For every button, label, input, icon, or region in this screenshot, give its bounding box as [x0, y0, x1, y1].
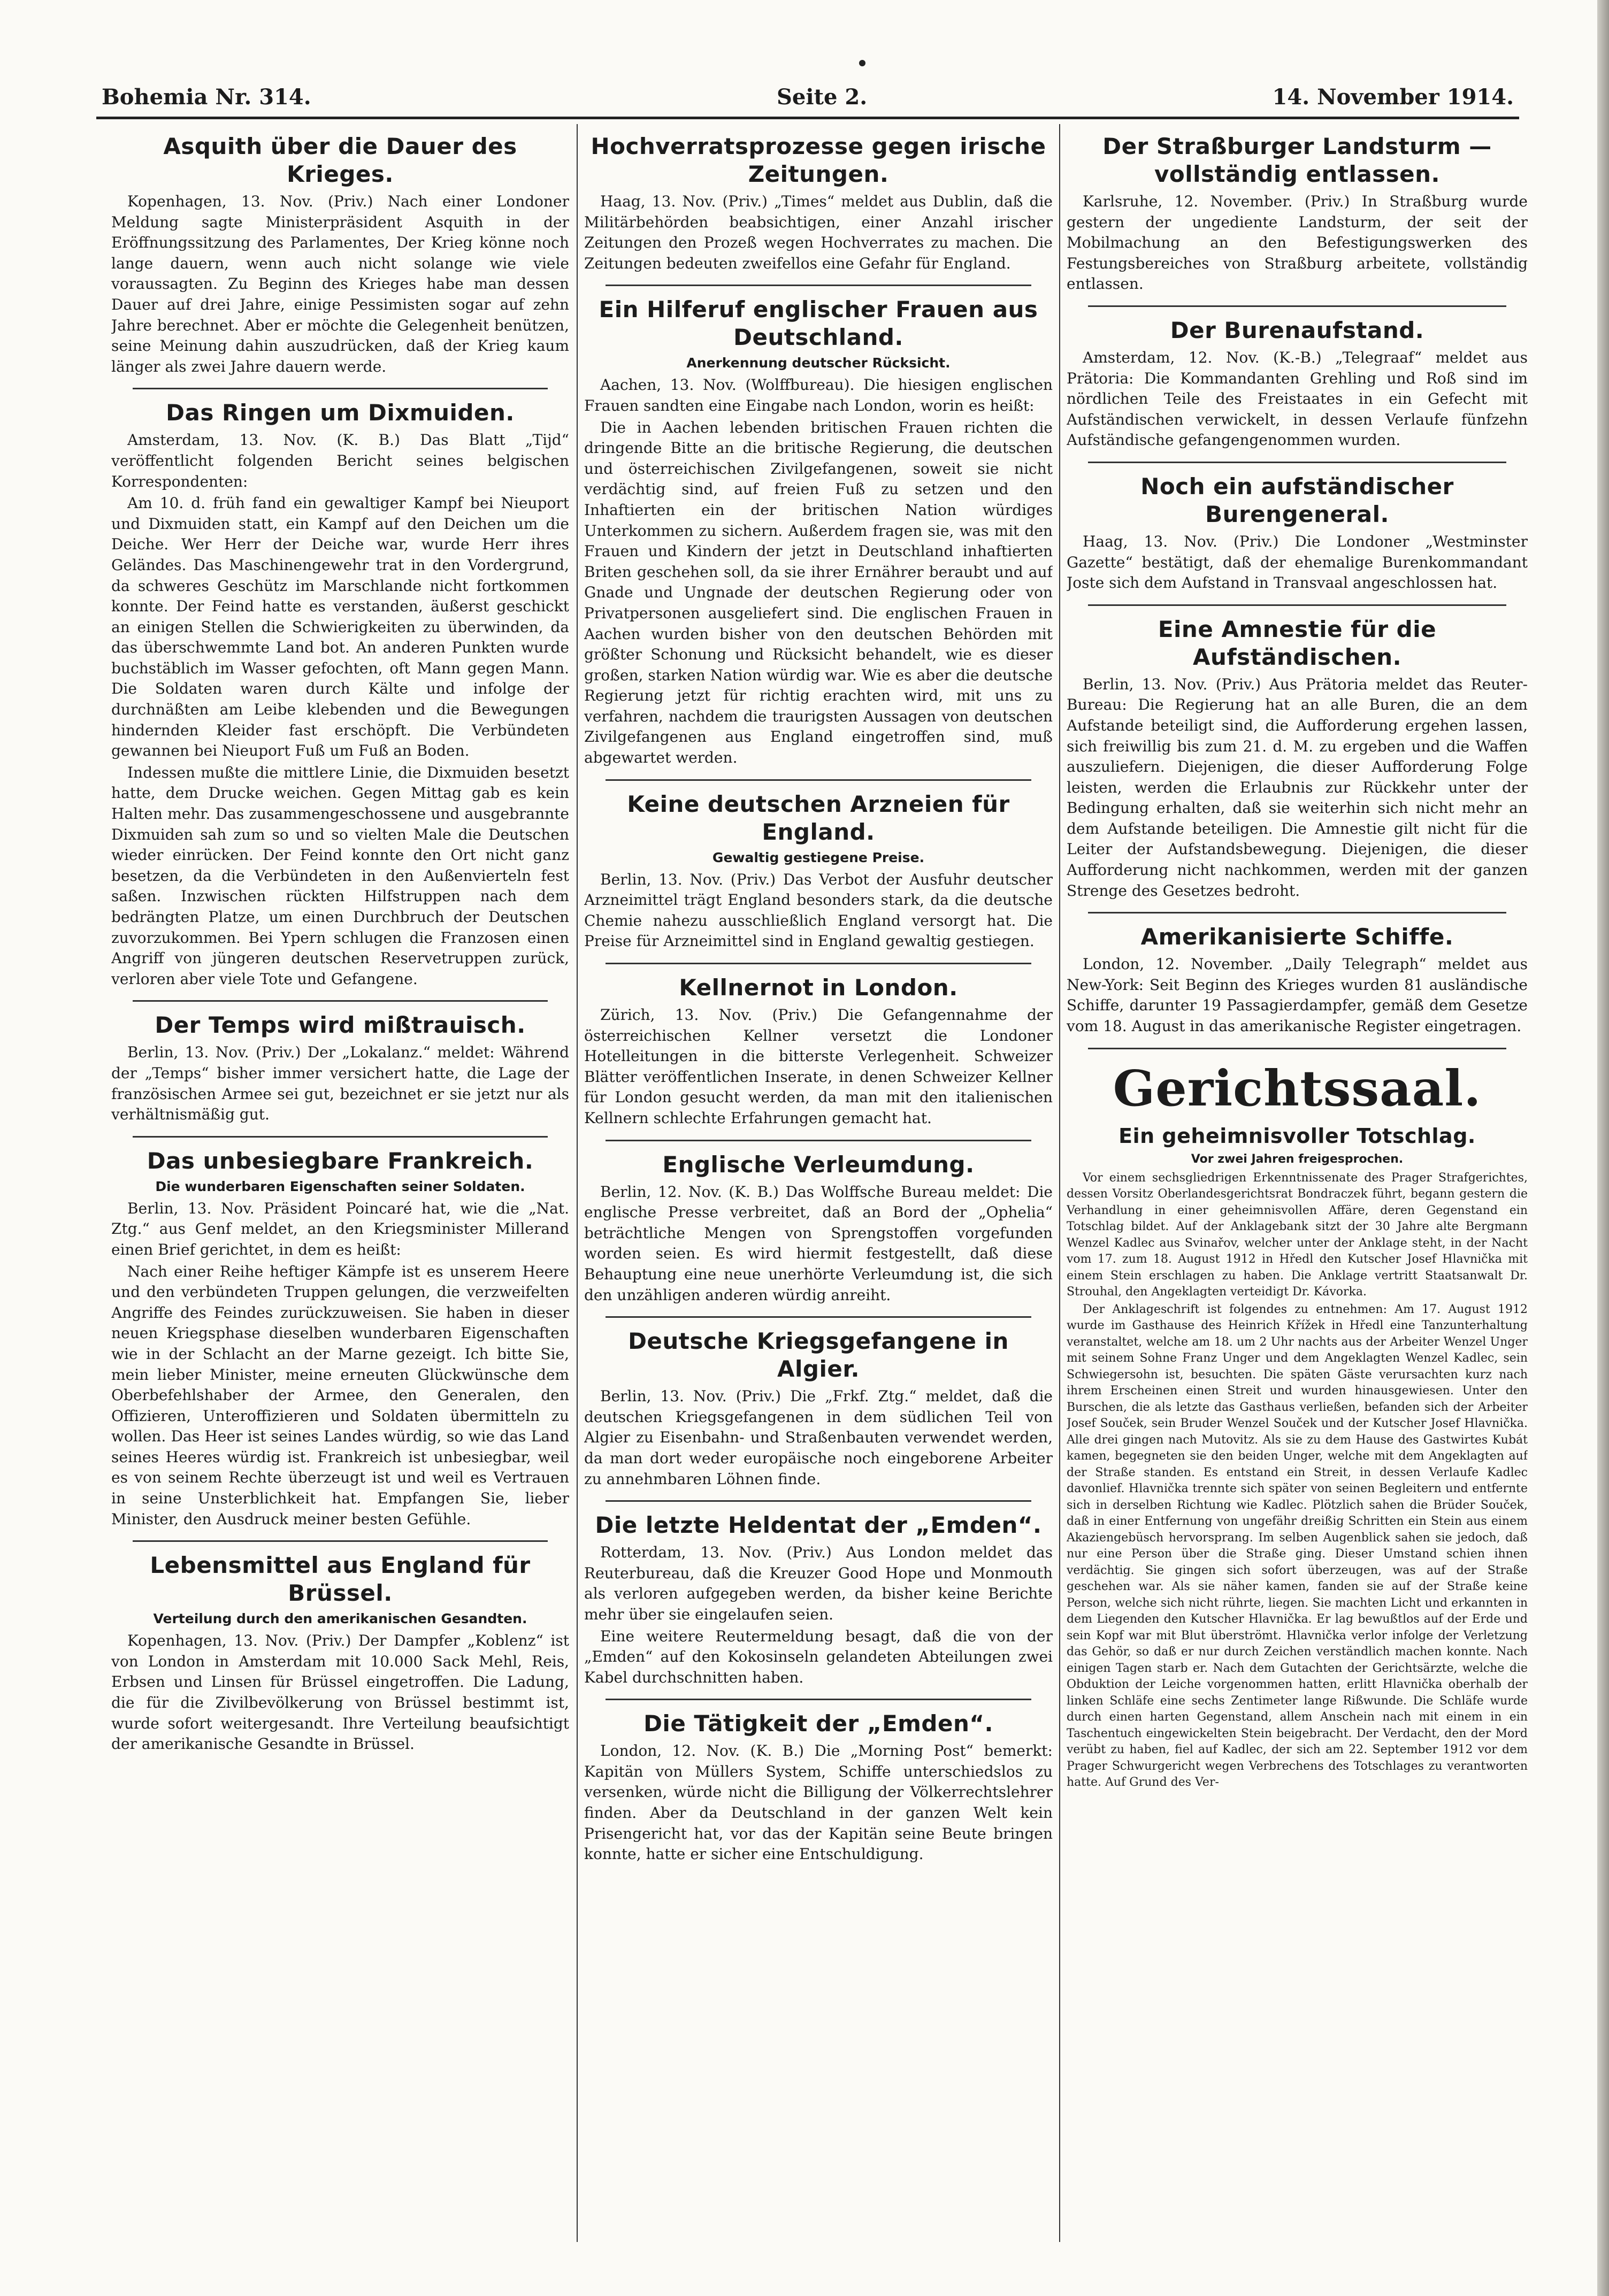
- article-paragraph: Haag, 13. Nov. (Priv.) Die Londoner „Westminster Gazette“ bestätigt, daß der ehemalige Burenkommandant Joste sich dem Aufstand in Transvaal angeschlossen hat.: [1067, 532, 1528, 592]
- article-headline: Der Temps wird mißtrauisch.: [155, 1012, 526, 1039]
- article: [584, 1511, 1053, 1688]
- article-headline: Der Straßburger Landsturm — vollständig entlassen.: [1102, 133, 1492, 187]
- article-headline: Das Ringen um Dixmuiden.: [166, 400, 515, 426]
- article-paragraph: Haag, 13. Nov. (Priv.) „Times“ meldet aus Dublin, daß die Militärbehörden beabsichtigen, einer Anzahl irischer Zeitungen den Prozeß wegen Hochverrates zu machen. Die Zeitungen bedeuten zweifellos eine Gefahr für England.: [584, 193, 1053, 272]
- article: [111, 1147, 569, 1530]
- article-paragraph: Aachen, 13. Nov. (Wolffbureau). Die hiesigen englischen Frauen sandten eine Eingabe nach London, worin es heißt:: [584, 376, 1053, 414]
- article-rule: [606, 1500, 1031, 1502]
- column-3: [1067, 128, 1528, 2246]
- article: [1067, 133, 1528, 295]
- article-court: [1067, 1123, 1528, 1791]
- column-3-articles: [1067, 133, 1528, 1037]
- section-rule: [1088, 1048, 1506, 1049]
- masthead-date: 14. November 1914.: [1272, 85, 1514, 110]
- article-headline: Asquith über die Dauer des Krieges.: [163, 133, 517, 187]
- article-rule: [606, 963, 1031, 964]
- article-paragraph: Nach einer Reihe heftiger Kämpfe ist es unserem Heere und den verbündeten Truppen gelungen, die verzweifelten Angriffe des Feindes zurückzuweisen. Sie haben in dieser neuen Kriegsphase dieselben wunderbaren Eigenschaften wie in der Schlacht an der Marne gezeigt. Ich bitte Sie, mein lieber Minister, meine erneuten Glückwünsche dem Oberbefehlshaber der Armee, den Generalen, den Offizieren, Unteroffizieren und Soldaten übermitteln zu wollen. Das Heer ist seines Landes würdig, so wie das Land seines Heeres würdig ist. Frankreich ist unbesiegbar, weil es von seinem Rechte überzeugt ist und weil es Vertrauen in seine Unsterblichkeit hat. Empfangen Sie, lieber Minister, den Ausdruck meiner besten Gefühle.: [111, 1262, 569, 1528]
- article: [584, 1327, 1053, 1489]
- article-headline: Das unbesiegbare Frankreich.: [147, 1147, 534, 1174]
- article-headline: Die Tätigkeit der „Emden“.: [643, 1710, 993, 1737]
- article: [1067, 616, 1528, 902]
- article: [584, 296, 1053, 768]
- article-rule: [606, 779, 1031, 781]
- section-title-court: Gerichtssaal.: [1113, 1059, 1482, 1117]
- article-paragraph: Kopenhagen, 13. Nov. (Priv.) Nach einer Londoner Meldung sagte Ministerpräsident Asquith in der Eröffnungssitzung des Parlamentes, Der Krieg könne noch lange dauern, wenn auch nicht solange wie viele voraussagten. Zu Beginn des Krieges habe man dessen Dauer auf drei Jahre, einige Pessimisten sogar auf zehn Jahre berechnet. Aber er möchte die Gelegenheit benützen, seine Meinung dahin auszudrücken, daß der Krieg kaum länger als zwei Jahre dauern werde.: [111, 193, 569, 375]
- masthead-page-number: Seite 2.: [777, 85, 868, 110]
- masthead-rule: [96, 117, 1519, 119]
- article-headline: Ein Hilferuf englischer Frauen aus Deutschland.: [599, 296, 1038, 351]
- article-paragraph: Karlsruhe, 12. November. (Priv.) In Straßburg wurde gestern der ungediente Landsturm, der seit der Mobilmachung an den Befestigungswerken des Festungsbereiches von Straßburg arbeitete, vollständig entlassen.: [1067, 193, 1528, 293]
- article-paragraph: Der Anklageschrift ist folgendes zu entnehmen: Am 17. August 1912 wurde im Gasthause des Heinrich Křížek in Hředl eine Tanzunterhaltung veranstaltet, welche am 18. um 2 Uhr nachts aus der Arbeiter Wenzel Unger mit seinem Sohne Franz Unger und dem Angeklagten Wenzel Kadlec, sein Schwiegersohn ist, besuchten. Die späten Gäste verursachten kurz nach ihrem Erscheinen einen Streit und wurden hinausgewiesen. Unter den Burschen, die als letzte das Gasthaus verließen, befanden sich der Arbeiter Josef Souček, sein Bruder Wenzel Souček und der Kutscher Josef Hlavnička. Alle drei gingen nach Mutovitz. Als sie zu dem Hause des Gastwirtes Kubát kamen, begegneten sie den beiden Unger, welche mit dem Angeklagten auf der Straße standen. Es entstand ein Streit, in dessen Verlaufe Kadlec davonlief. Hlavnička trennte sich später von seinen Begleitern und entfernte sich in derselben Richtung wie Kadlec. Plötzlich sahen die Brüder Souček, daß in einer Entfernung von ungefähr dreißig Schritten ein Stein aus einem Akaziengebüsch hervorsprang. Im selben Augenblick sahen sie jedoch, daß nur eine Person über die Straße ging. Dieser Umstand schien ihnen verdächtig. Sie gingen sich sofort überzeugen, was auf der Straße geschehen war. Als sie näher kamen, fanden sie auf der Straße keine Person, welche sich nicht rührte, liegen. Sie machten Licht und erkannten in dem Liegenden den Kutscher Hlavnička. Er lag bewußtlos auf der Erde und sein Kopf war mit Blut überströmt. Hlavnička verlor infolge der Verletzung das Gehör, so daß er nur durch Zeichen verständlich machen konnte. Nach einigen Tagen starb er. Nach dem Gutachten der Gerichtsärzte, welche die Obduktion der Leiche vorgenommen hatten, erlitt Hlavnička oberhalb der linken Schläfe eine sechs Zentimeter lange Rißwunde. Die Schläfe wurde durch einen harten Gegenstand, allem Anschein nach mit einem in ein Taschentuch eingewickelten Stein beigebracht. Der Verdacht, den der Mord verübt zu haben, fiel auf Kadlec, der sich am 22. September 1912 vor dem Prager Schwurgericht wegen Verbrechens des Totschlages zu verantworten hatte. Auf Grund des Ver-: [1067, 1302, 1528, 1790]
- article-subheadline: Die wunderbaren Eigenschaften seiner Soldaten.: [155, 1178, 525, 1194]
- article: [111, 133, 569, 377]
- article-rule: [133, 1540, 548, 1542]
- article-paragraph: London, 12. Nov. (K. B.) Die „Morning Post“ bemerkt: Kapitän von Müllers System, Schiffe unterschiedslos zu versenken, würde nicht die Billigung der Völkerrechtslehrer finden. Aber da Deutschland in der ganzen Welt kein Prisengericht hat, vor das der Kapitän seine Beute bringen konnte, hatte er sicher eine Entschuldigung.: [584, 1742, 1053, 1863]
- article-subheadline: Vor zwei Jahren freigesprochen.: [1191, 1152, 1404, 1166]
- article: [1067, 473, 1528, 594]
- article-headline: Amerikanisierte Schiffe.: [1140, 924, 1454, 950]
- article: [584, 133, 1053, 274]
- article-paragraph: Amsterdam, 13. Nov. (K. B.) Das Blatt „Tijd“ veröffentlicht folgenden Bericht seines belgischen Korrespondenten:: [111, 431, 569, 490]
- article-headline: Englische Verleumdung.: [662, 1151, 975, 1178]
- article-headline: Kellnernot in London.: [679, 974, 958, 1001]
- article-rule: [133, 1000, 548, 1002]
- masthead-paper-number: Bohemia Nr. 314.: [102, 85, 311, 110]
- article: [584, 790, 1053, 952]
- article-paragraph: Zürich, 13. Nov. (Priv.) Die Gefangennahme der österreichischen Kellner versetzt die Londoner Hotelleitungen in die bitterste Verlegenheit. Schweizer Blätter veröffentlichen Inserate, in denen Schweizer Kellner für London gesucht werden, da man mit den italienischen Kellnern schlechte Erfahrungen gemacht hat.: [584, 1006, 1053, 1127]
- article-subheadline: Verteilung durch den amerikanischen Gesandten.: [153, 1611, 527, 1627]
- column-1: [111, 128, 569, 2246]
- article: [584, 974, 1053, 1129]
- article-headline: Hochverratsprozesse gegen irische Zeitungen.: [591, 133, 1046, 187]
- column-divider: [1059, 124, 1060, 2242]
- article-rule: [1088, 462, 1506, 463]
- article-headline: Eine Amnestie für die Aufständischen.: [1158, 616, 1437, 670]
- article-rule: [133, 388, 548, 389]
- article: [1067, 317, 1528, 451]
- article-paragraph: Berlin, 13. Nov. (Priv.) Der „Lokalanz.“ meldet: Während der „Temps“ bisher immer versichert hatte, die Lage der französischen Armee sei gut, bezeichnet er sie jetzt nur als verhältnismäßig gut.: [111, 1043, 569, 1124]
- article-subheadline: Anerkennung deutscher Rücksicht.: [686, 355, 951, 371]
- article-paragraph: Kopenhagen, 13. Nov. (Priv.) Der Dampfer „Koblenz“ ist von London in Amsterdam mit 10.000 Sack Mehl, Reis, Erbsen und Linsen für Brüssel eingetroffen. Die Ladung, die für die Zivilbevölkerung von Brüssel bestimmt ist, wurde sofort weitergesandt. Ihre Verteilung beaufsichtigt der amerikanische Gesandte in Brüssel.: [111, 1632, 569, 1753]
- article-paragraph: Rotterdam, 13. Nov. (Priv.) Aus London meldet das Reuterbureau, daß die Kreuzer Good Hope und Monmouth als verloren aufgegeben werden, da bisher keine Berichte mehr über sie eingelaufen seien.: [584, 1544, 1053, 1623]
- article-paragraph: Vor einem sechsgliedrigen Erkenntnissenate des Prager Strafgerichtes, dessen Vorsitz Oberlandesgerichtsrat Bondraczek führt, begann gestern die Verhandlung in einer geheimnisvollen Affäre, deren Gegenstand ein Totschlag bildet. Auf der Anklagebank sitzt der 30 Jahre alte Bergmann Wenzel Kadlec aus Svinařov, welcher unter der Anklage steht, in der Nacht vom 17. zum 18. August 1912 in Hředl den Kutscher Josef Hlavnička mit einem Stein erschlagen zu haben. Die Anklage vertritt Staatsanwalt Dr. Strouhal, den Angeklagten verteidigt Dr. Kávorka.: [1067, 1171, 1528, 1299]
- article-paragraph: Amsterdam, 12. Nov. (K.-B.) „Telegraaf“ meldet aus Prätoria: Die Kommandanten Grehling und Roß sind im nördlichen Teile des Freistaates in ein Gefecht mit Aufständischen verwickelt, in dessen Verlaufe fünfzehn Aufständische gefangengenommen wurden.: [1067, 348, 1528, 449]
- article-paragraph: Berlin, 12. Nov. (K. B.) Das Wolffsche Bureau meldet: Die englische Presse verbreitet, daß an Bord der „Ophelia“ beträchtliche Mengen von Sprengstoffen vorgefunden worden seien. Es wird hiermit festgestellt, daß diese Behauptung eine neue unerhörte Verleumdung ist, die sich den unzähligen anderen würdig anreiht.: [584, 1182, 1053, 1304]
- article: [584, 1151, 1053, 1306]
- article-rule: [133, 1136, 548, 1138]
- article-headline: Die letzte Heldentat der „Emden“.: [595, 1512, 1042, 1539]
- article-rule: [606, 1699, 1031, 1700]
- article-headline: Ein geheimnisvoller Totschlag.: [1118, 1124, 1476, 1148]
- article: [111, 399, 569, 989]
- article: [584, 1710, 1053, 1865]
- masthead: [102, 79, 1514, 113]
- article-rule: [606, 1140, 1031, 1141]
- article-rule: [606, 1316, 1031, 1318]
- article-headline: Deutsche Kriegsgefangene in Algier.: [628, 1328, 1009, 1383]
- article-headline: Noch ein aufständischer Burengeneral.: [1140, 473, 1454, 527]
- article-paragraph: Am 10. d. früh fand ein gewaltiger Kampf bei Nieuport und Dixmuiden statt, ein Kampf auf den Deichen um die Deiche. Wer Herr der Deiche war, wurde Herr ihres Geländes. Das Maschinengewehr trat in den Vordergrund, da schweres Geschütz im Marschlande nicht fortkommen konnte. Der Feind hatte es verstanden, äußerst geschickt an einigen Stellen die Schwierigkeiten zu überwinden, da das überschwemmte Land bot. An anderen Punkten wurde buchstäblich im Wasser gefochten, oft Mann gegen Mann. Die Soldaten waren durch Kälte und infolge der durchnäßten am Leibe klebenden und die Bewegungen hindernden Kleider fast erschöpft. Die Verbündeten gewannen bei Nieuport Fuß um Fuß an Boden.: [111, 494, 569, 760]
- article-paragraph: Berlin, 13. Nov. (Priv.) Das Verbot der Ausfuhr deutscher Arzneimittel trägt England besonders stark, da die deutsche Chemie nahezu ausschließlich England versorgt hat. Die Preise für Arzneimittel sind in England gewaltig gestiegen.: [584, 870, 1053, 950]
- column-divider: [577, 124, 578, 2242]
- article-headline: Keine deutschen Arzneien für England.: [627, 790, 1010, 845]
- scan-edge: [1597, 0, 1609, 2296]
- printer-dot: [859, 60, 865, 66]
- article-paragraph: Berlin, 13. Nov. (Priv.) Die „Frkf. Ztg.“ meldet, daß die deutschen Kriegsgefangenen in dem südlichen Teil von Algier zu Eisenbahn- und Straßenbauten verwendet werden, da man dort weder europäische noch eingeborene Arbeiter zu annehmbaren Löhnen finde.: [584, 1387, 1053, 1488]
- article: [1067, 923, 1528, 1036]
- article-subheadline: Gewaltig gestiegene Preise.: [712, 849, 925, 865]
- article-rule: [1088, 604, 1506, 606]
- article: [111, 1552, 569, 1755]
- article-headline: Lebensmittel aus England für Brüssel.: [150, 1552, 531, 1607]
- article: [111, 1011, 569, 1125]
- article-paragraph: London, 12. November. „Daily Telegraph“ meldet aus New-York: Seit Beginn des Krieges wurden 81 ausländische Schiffe, darunter 19 Passagierdampfer, gemäß dem Gesetze vom 18. August in das amerikanische Register eingetragen.: [1067, 955, 1528, 1035]
- article-paragraph: Berlin, 13. Nov. (Priv.) Aus Prätoria meldet das Reuter-Bureau: Die Regierung hat an alle Buren, die an dem Aufstande beteiligt sind, die Aufforderung ergehen lassen, sich freiwillig bis zum 21. d. M. zu ergeben und die Waffen auszuliefern. Diejenigen, die dieser Aufforderung Folge leisten, werden die Erlaubnis zur Rückkehr unter der Bedingung erhalten, daß sie weiterhin sich nicht mehr an dem Aufstande beteiligen. Die Amnestie gilt nicht für die Leiter der Aufstandsbewegung. Diejenigen, die dieser Aufforderung nicht nachkommen, werden mit der ganzen Strenge des Gesetzes bedroht.: [1067, 675, 1528, 900]
- article-paragraph: Eine weitere Reutermeldung besagt, daß die von der „Emden“ auf den Kokosinseln gelandeten Abteilungen zwei Kabel durchschnitten haben.: [584, 1627, 1053, 1686]
- article-rule: [1088, 912, 1506, 913]
- article-headline: Der Burenaufstand.: [1170, 317, 1424, 343]
- column-2: [584, 128, 1053, 2246]
- article-rule: [1088, 305, 1506, 307]
- article-paragraph: Berlin, 13. Nov. Präsident Poincaré hat, wie die „Nat. Ztg.“ aus Genf meldet, an den Kriegsminister Millerand einen Brief gerichtet, in dem es heißt:: [111, 1199, 569, 1258]
- article-paragraph: Die in Aachen lebenden britischen Frauen richten die dringende Bitte an die britische Regierung, die deutschen und österreichischen Zivilgefangenen, soweit sie nicht verdächtig sind, auf freien Fuß zu setzen und den Inhaftierten ein der britischen Nation würdiges Unterkommen zu sichern. Außerdem fragen sie, was mit den Frauen und Kindern der jetzt in Deutschland inhaftierten Briten geschehen soll, da sie ihrer Ernährer beraubt und auf Gnade und Ungnade der deutschen Regierung oder von Privatpersonen ausgeliefert sind. Die englischen Frauen in Aachen wurden bisher von den deutschen Behörden mit größter Schonung und Rücksicht behandelt, wie es dieser großen, starken Nation würdig war. Wie es aber die deutsche Regierung jetzt für richtig erachten wird, mit uns zu verfahren, nachdem die traurigsten Aussagen von deutschen Zivilgefangenen aus England eingetroffen sind, muß abgewartet werden.: [584, 418, 1053, 767]
- article-paragraph: Indessen mußte die mittlere Linie, die Dixmuiden besetzt hatte, dem Drucke weichen. Gegen Mittag gab es kein Halten mehr. Das zusammengeschossene und ausgebrannte Dixmuiden sah zum so und so vielten Male die Deutschen wieder einrücken. Der Feind konnte den Ort nicht ganz besetzen, da die Verbündeten in den Außenvierteln fest saßen. Inzwischen rückten Hilfstruppen nach dem bedrängten Platze, um einen Durchbruch der Deutschen zuvorzukommen. Bei Ypern schlugen die Franzosen einen Angriff von jüngeren deutschen Reservetruppen zurück, verloren aber viele Tote und Gefangene.: [111, 763, 569, 988]
- article-rule: [606, 285, 1031, 286]
